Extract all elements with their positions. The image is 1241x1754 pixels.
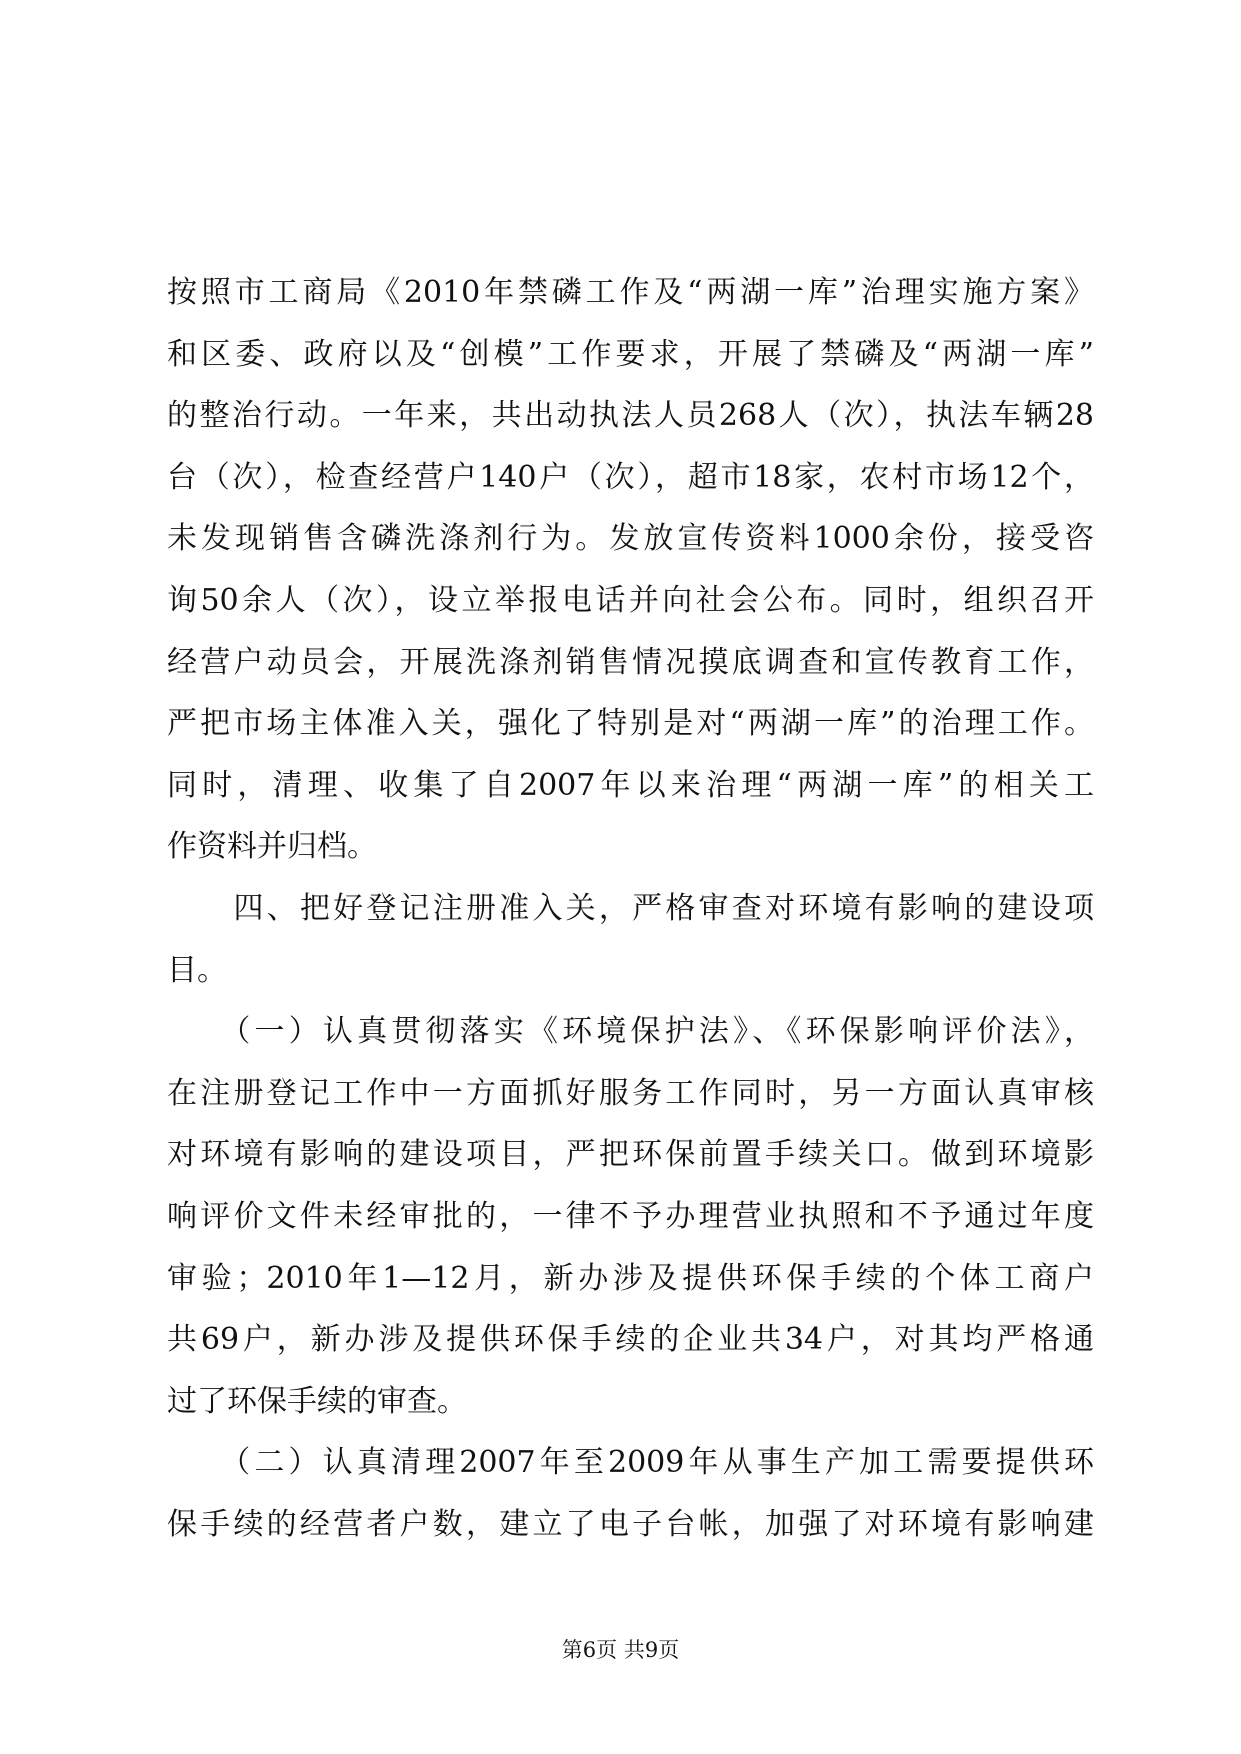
text-line: 未发现销售含磷洗涤剂行为。发放宣传资料1000余份，接受咨: [167, 521, 1094, 557]
text-line: 询50余人（次），设立举报电话并向社会公布。同时，组织召开: [167, 582, 1094, 618]
text-line: 和区委、政府以及“创模”工作要求，开展了禁磷及“两湖一库”: [167, 336, 1094, 372]
text-line: 共69户，新办涉及提供环保手续的企业共34户，对其均严格通: [167, 1322, 1094, 1358]
paragraph: [167, 1432, 1094, 1555]
text-line: 目。: [167, 952, 227, 988]
text-line: 过了环保手续的审查。: [167, 1383, 467, 1419]
text-line: （一）认真贯彻落实《环境保护法》、《环保影响评价法》，: [167, 1014, 1094, 1050]
text-line: 台（次），检查经营户140户（次），超市18家，农村市场12个，: [167, 459, 1094, 495]
text-line: 审验；2010年1—12月，新办涉及提供环保手续的个体工商户: [167, 1260, 1094, 1296]
page-footer: 第6页 共9页: [561, 1638, 680, 1662]
text-line: 在注册登记工作中一方面抓好服务工作同时，另一方面认真审核: [167, 1075, 1094, 1111]
paragraph: [167, 262, 1094, 878]
text-line: 保手续的经营者户数，建立了电子台帐，加强了对环境有影响建: [167, 1506, 1094, 1542]
text-line: 严把市场主体准入关，强化了特别是对“两湖一库”的治理工作。: [167, 706, 1094, 742]
text-line: 经营户动员会，开展洗涤剂销售情况摸底调查和宣传教育工作，: [167, 644, 1094, 680]
text-line: 响评价文件未经审批的，一律不予办理营业执照和不予通过年度: [167, 1198, 1094, 1234]
text-line: 按照市工商局《2010年禁磷工作及“两湖一库”治理实施方案》: [167, 275, 1094, 310]
text-line: 对环境有影响的建设项目，严把环保前置手续关口。做到环境影: [167, 1137, 1094, 1173]
text-line: 的整治行动。一年来，共出动执法人员268人（次），执法车辆28: [167, 398, 1094, 434]
text-line: 作资料并归档。: [167, 829, 377, 865]
text-line: （二）认真清理2007年至2009年从事生产加工需要提供环: [167, 1445, 1094, 1481]
text-line: 同时，清理、收集了自2007年以来治理“两湖一库”的相关工: [167, 767, 1094, 803]
document-body: [167, 262, 1094, 1555]
paragraph: [167, 878, 1094, 1001]
text-line: 四、把好登记注册准入关，严格审查对环境有影响的建设项: [167, 890, 1094, 926]
paragraph: [167, 1001, 1094, 1432]
